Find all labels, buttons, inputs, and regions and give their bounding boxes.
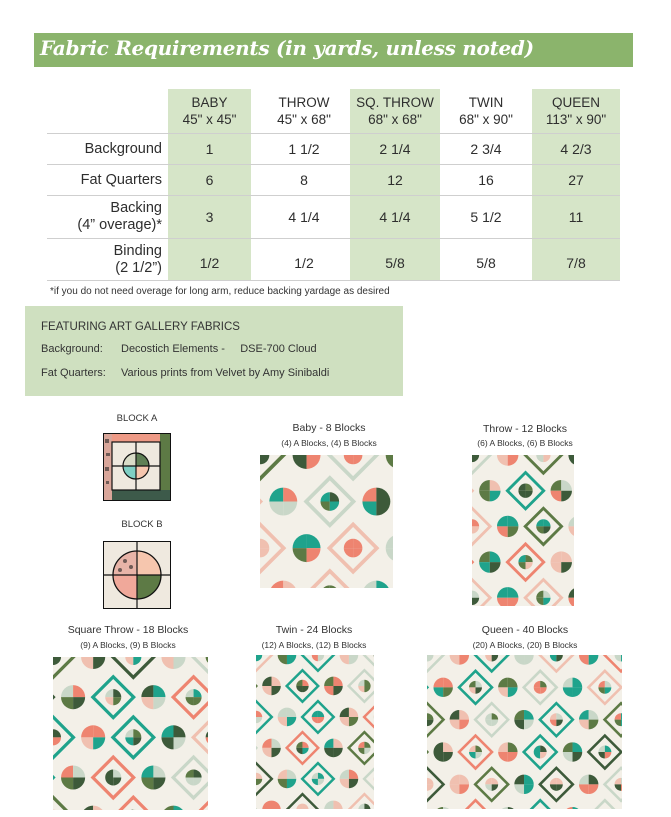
table-cell: 8 — [300, 172, 308, 188]
page-title: Fabric Requirements (in yards, unless noted) — [40, 36, 534, 60]
row-label — [47, 239, 162, 280]
background-fabric-value: Decostich Elements - DSE-700 Cloud — [121, 343, 317, 355]
column-header-baby — [168, 89, 251, 133]
table-cell: 4 1/4 — [379, 209, 411, 225]
background-fabric-label: Background: — [41, 343, 103, 355]
row-label-text: Backing — [110, 200, 162, 216]
table-cell: 6 — [205, 172, 214, 188]
table-cell: 1/2 — [199, 255, 220, 271]
column-size: 45" x 45" — [182, 112, 237, 127]
column-name: TWIN — [468, 95, 504, 110]
featuring-fabrics-box — [25, 306, 403, 396]
quilt-image-twin — [256, 655, 374, 809]
table-cell: 3 — [205, 209, 214, 225]
row-label — [47, 165, 162, 195]
table-cell: 5/8 — [476, 255, 496, 271]
column-size: 68" x 90" — [459, 112, 513, 127]
row-label — [47, 134, 162, 164]
table-row-binding — [47, 239, 620, 280]
table-cell: 5/8 — [385, 255, 405, 271]
column-size: 113" x 90" — [545, 112, 607, 127]
block-b-diagram — [103, 541, 171, 609]
fat-quarters-label: Fat Quarters: — [41, 367, 106, 379]
backing-footnote: *if you do not need overage for long arm, reduce backing yardage as desired — [50, 286, 390, 297]
block-a-label: BLOCK A — [116, 413, 158, 424]
table-row-fat-quarters — [47, 165, 620, 195]
column-header-twin — [441, 89, 531, 133]
quilt-title-queen: Queen - 40 Blocks — [481, 624, 569, 636]
table-row-backing — [47, 196, 620, 238]
table-cell: 2 1/4 — [379, 141, 411, 157]
quilt-image-square-throw — [53, 657, 208, 810]
block-b-label: BLOCK B — [121, 519, 163, 530]
table-cell: 16 — [478, 172, 494, 188]
table-cell: 4 2/3 — [560, 141, 592, 157]
table-cell: 5 1/2 — [470, 209, 502, 225]
table-cell: 1 — [205, 141, 214, 157]
quilt-subtitle-twin: (12) A Blocks, (12) B Blocks — [261, 640, 367, 650]
quilt-image-throw — [472, 455, 574, 606]
column-header-sq-throw — [350, 89, 440, 133]
row-label-text: Background — [84, 140, 162, 157]
row-label — [47, 196, 162, 238]
table-cell: 7/8 — [566, 255, 586, 271]
table-cell: 1 1/2 — [288, 141, 320, 157]
title-banner — [34, 33, 633, 67]
quilt-subtitle-baby: (4) A Blocks, (4) B Blocks — [281, 438, 377, 448]
table-cell: 11 — [568, 209, 584, 225]
row-sublabel-text: (2 1/2”) — [115, 259, 162, 276]
row-label-text: Fat Quarters — [80, 171, 162, 188]
row-sublabel-text: (4” overage)* — [77, 217, 162, 233]
table-cell: 2 3/4 — [470, 141, 502, 157]
quilt-title-throw: Throw - 12 Blocks — [482, 423, 568, 435]
row-label-text: Binding — [113, 242, 162, 259]
block-a-diagram — [103, 433, 171, 501]
quilt-subtitle-square-throw: (9) A Blocks, (9) B Blocks — [80, 640, 176, 650]
row-divider — [47, 280, 620, 281]
quilt-image-queen — [427, 655, 622, 809]
table-cell: 1/2 — [294, 255, 314, 271]
table-cell: 27 — [568, 172, 584, 188]
fat-quarters-value: Various prints from Velvet by Amy Sinibaldi — [121, 367, 330, 379]
quilt-image-baby — [260, 455, 393, 588]
quilt-title-square-throw: Square Throw - 18 Blocks — [67, 624, 189, 636]
table-header-row — [47, 89, 620, 133]
column-name: QUEEN — [551, 95, 600, 110]
column-name: THROW — [278, 95, 330, 110]
column-name: BABY — [191, 95, 228, 110]
column-header-throw — [259, 89, 349, 133]
table-row-background — [47, 134, 620, 164]
quilt-subtitle-throw: (6) A Blocks, (6) B Blocks — [477, 438, 573, 448]
column-name: SQ. THROW — [356, 95, 434, 110]
column-size: 45" x 68" — [277, 112, 331, 127]
quilt-title-twin: Twin - 24 Blocks — [275, 624, 353, 636]
table-cell: 4 1/4 — [288, 209, 320, 225]
column-size: 68" x 68" — [368, 112, 422, 127]
featuring-heading: FEATURING ART GALLERY FABRICS — [41, 321, 240, 333]
table-cell: 12 — [387, 172, 403, 188]
quilt-subtitle-queen: (20) A Blocks, (20) B Blocks — [472, 640, 578, 650]
column-header-queen — [532, 89, 620, 133]
quilt-title-baby: Baby - 8 Blocks — [292, 422, 366, 434]
